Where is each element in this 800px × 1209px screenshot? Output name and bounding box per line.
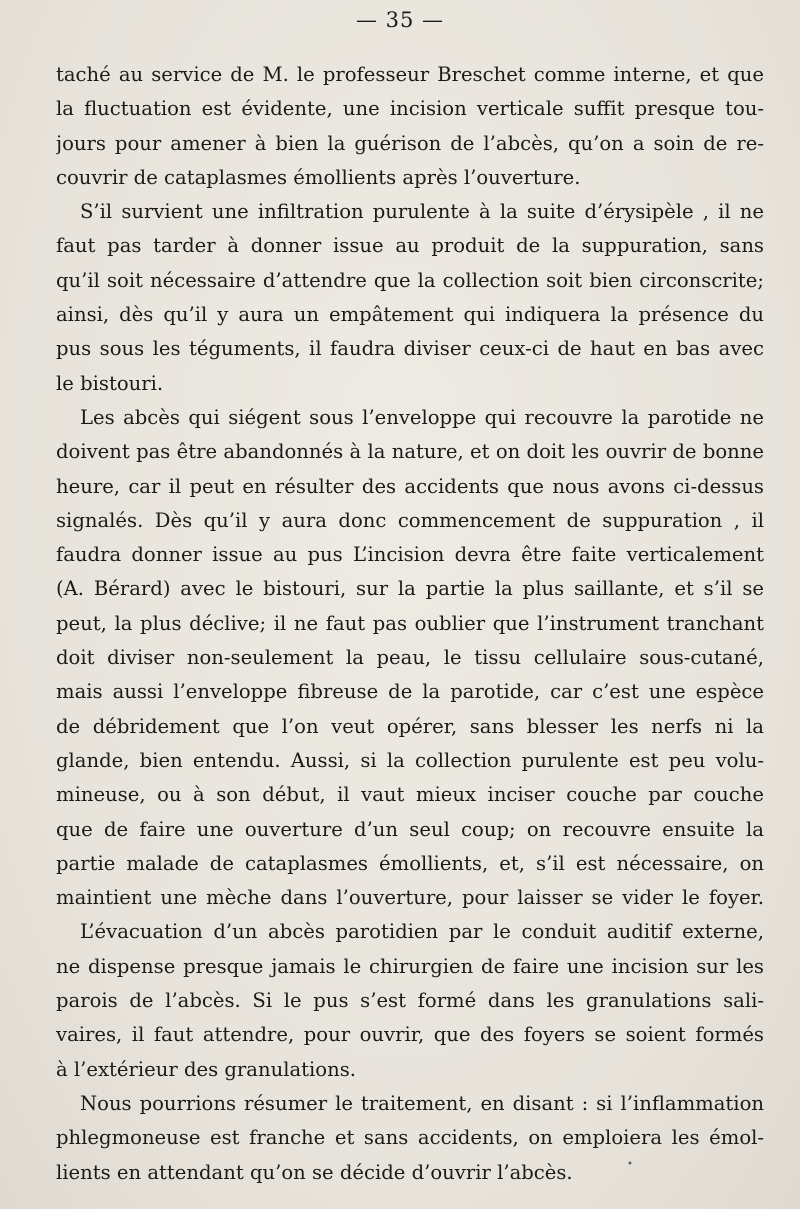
text-line: vaires, il faut attendre, pour ouvrir, que des foyers se soient formés [56,1023,764,1047]
text-line: Nous pourrions résumer le traitement, en disant : si l’inflammation [80,1091,764,1115]
text-line: lients en attendant qu’on se décide d’ouvrir l’abcès. [56,1160,573,1184]
text-line: peut, la plus déclive; il ne faut pas oublier que l’instrument tranchant [56,611,764,635]
text-line: faut pas tarder à donner issue au produit de la suppuration, sans [56,234,764,258]
text-line: doit diviser non-seulement la peau, le tissu cellulaire sous-cutané, [56,646,764,670]
text-line: jours pour amener à bien la guérison de l’abcès, qu’on a soin de re- [56,131,764,155]
text-line: (A. Bérard) avec le bistouri, sur la partie la plus saillante, et s’il se [56,577,764,601]
text-line: maintient une mèche dans l’ouverture, pour laisser se vider le foyer. [56,886,764,910]
text-line: le bistouri. [56,371,164,395]
text-line: ne dispense presque jamais le chirurgien de faire une incision sur les [56,954,764,978]
text-line: que de faire une ouverture d’un seul coup; on recouvre ensuite la [56,817,764,841]
text-line: signalés. Dès qu’il y aura donc commencement de suppuration , il [56,508,764,532]
text-line: Les abcès qui siégent sous l’enveloppe qui recouvre la parotide ne [80,405,764,429]
text-line: couvrir de cataplasmes émollients après l’ouverture. [56,165,581,189]
text-line: ainsi, dès qu’il y aura un empâtement qui indiquera la présence du [56,303,764,327]
text-line: heure, car il peut en résulter des accidents que nous avons ci-dessus [56,474,764,498]
text-line: mineuse, ou à son début, il vaut mieux inciser couche par couche [56,783,764,807]
page-number: — 35 — [355,8,445,32]
text-line: L’évacuation d’un abcès parotidien par le conduit auditif externe, [80,920,764,944]
body-text [56,58,764,1190]
text-line: à l’extérieur des granulations. [56,1057,357,1081]
text-line: taché au service de M. le professeur Breschet comme interne, et que [56,63,764,86]
text-line: glande, bien entendu. Aussi, si la collection purulente est peu volu- [56,748,764,772]
text-line: parois de l’abcès. Si le pus s’est formé dans les granulations sali- [56,989,764,1013]
text-line: faudra donner issue au pus L’incision devra être faite verticalement [56,543,764,567]
text-line: mais aussi l’enveloppe fibreuse de la parotide, car c’est une espèce [56,680,764,704]
text-line: phlegmoneuse est franche et sans accidents, on emploiera les émol- [56,1126,764,1150]
text-line: la fluctuation est évidente, une incision verticale suffit presque tou- [56,97,764,121]
text-line: partie malade de cataplasmes émollients, et, s’il est nécessaire, on [56,851,764,875]
text-line: qu’il soit nécessaire d’attendre que la collection soit bien circonscrite; [56,268,764,292]
text-line: doivent pas être abandonnés à la nature, et on doit les ouvrir de bonne [56,440,764,464]
text-line: de débridement que l’on veut opérer, sans blesser les nerfs ni la [56,714,764,738]
ink-speck: • [627,1159,633,1170]
text-line: pus sous les téguments, il faudra diviser ceux-ci de haut en bas avec [56,337,764,361]
text-line: S’il survient une infiltration purulente à la suite d’érysipèle , il ne [80,200,764,224]
